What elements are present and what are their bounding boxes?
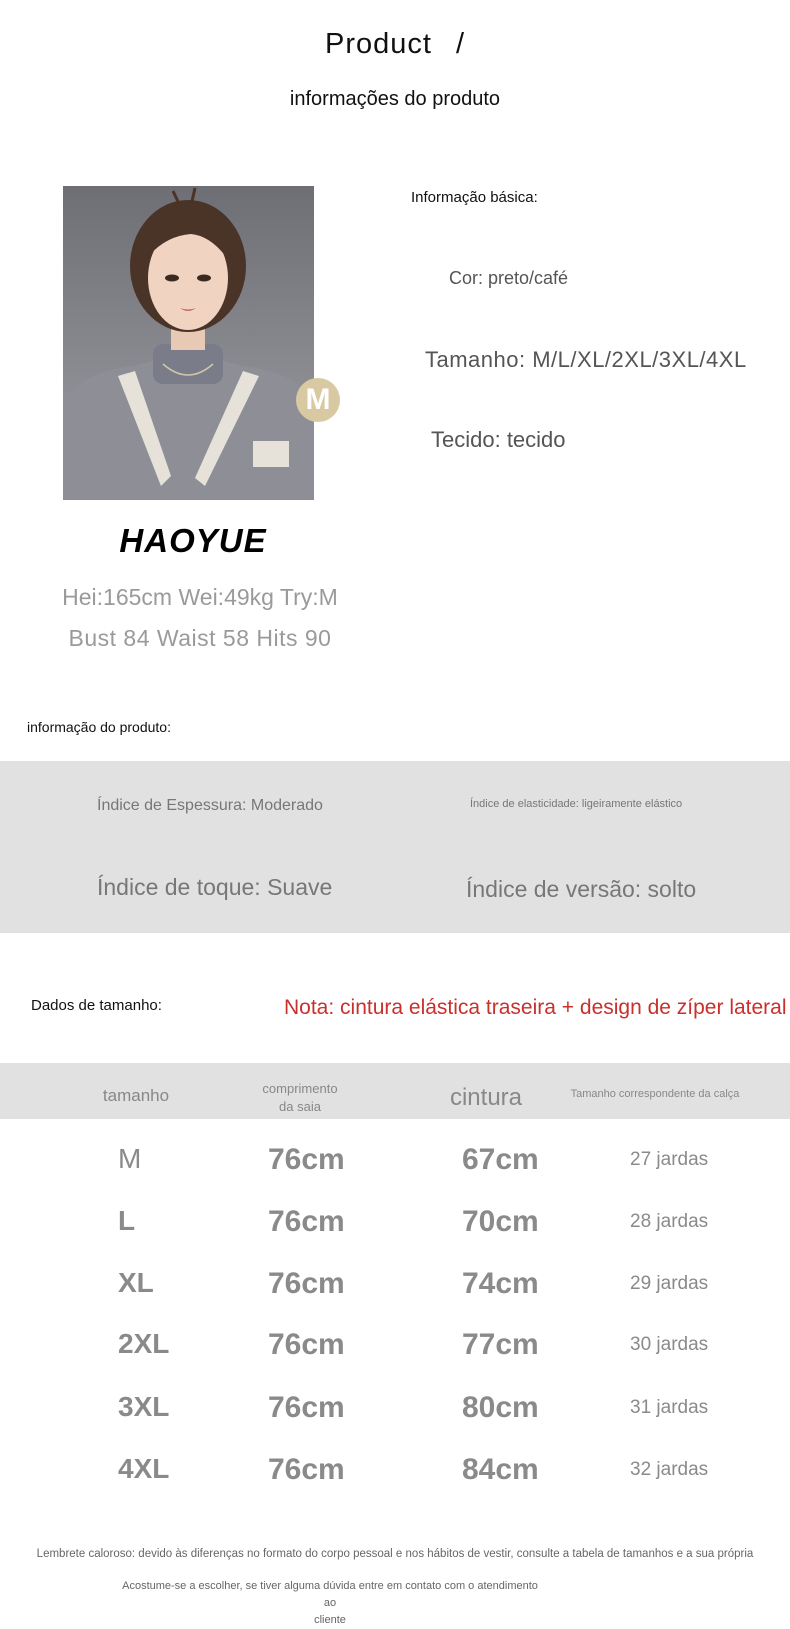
column-header-pants: Tamanho correspondente da calça — [570, 1088, 740, 1100]
size-badge: M — [296, 378, 340, 422]
footer-reminder: Lembrete caloroso: devido às diferenças no formato do corpo pessoal e nos hábitos de vestir, consulte a tabela de tamanhos e a sua própria — [36, 1548, 754, 1560]
length-cell: 76cm — [268, 1391, 345, 1424]
table-row — [0, 1391, 790, 1453]
basic-info-fabric: Tecido: tecido — [431, 427, 566, 452]
waist-cell: 84cm — [462, 1453, 539, 1486]
footer-contact-line2: cliente — [314, 1614, 346, 1626]
column-header-length — [250, 1080, 350, 1116]
table-row — [0, 1205, 790, 1267]
footer-contact — [120, 1578, 540, 1629]
pants-cell: 28 jardas — [630, 1211, 709, 1232]
product-info-heading: informação do produto: — [27, 719, 171, 735]
basic-info-color: Cor: preto/café — [449, 268, 569, 288]
basic-info-heading: Informação básica: — [411, 189, 538, 206]
footer-contact-line1: Acostume-se a escolher, se tiver alguma dúvida entre em contato com o atendimento ao — [122, 1580, 538, 1609]
pants-cell: 29 jardas — [630, 1273, 709, 1294]
waist-cell: 67cm — [462, 1143, 539, 1176]
title-text: Product — [324, 28, 432, 60]
pants-cell: 30 jardas — [630, 1334, 709, 1355]
size-cell: M — [118, 1143, 142, 1174]
length-cell: 76cm — [268, 1267, 345, 1300]
column-header-size: tamanho — [102, 1086, 170, 1105]
page-subtitle: informações do produto — [289, 88, 501, 110]
pants-cell: 31 jardas — [630, 1397, 709, 1418]
table-row — [0, 1143, 790, 1205]
length-cell: 76cm — [268, 1205, 345, 1238]
pants-cell: 27 jardas — [630, 1149, 709, 1170]
touch-index: Índice de toque: Suave — [97, 874, 333, 900]
version-index: Índice de versão: solto — [466, 876, 697, 902]
waist-cell: 74cm — [462, 1267, 539, 1300]
model-measurements-2: Bust 84 Waist 58 Hits 90 — [68, 625, 332, 651]
title-slash: / — [455, 28, 465, 60]
thickness-index: Índice de Espessura: Moderado — [97, 797, 323, 814]
length-cell: 76cm — [268, 1453, 345, 1486]
basic-info-sizes: Tamanho: M/L/XL/2XL/3XL/4XL — [425, 347, 747, 372]
product-info-panel — [0, 761, 790, 933]
waist-cell: 80cm — [462, 1391, 539, 1424]
column-header-waist: cintura — [449, 1084, 523, 1111]
model-measurements-1: Hei:165cm Wei:49kg Try:M — [62, 584, 338, 610]
model-illustration — [63, 186, 314, 500]
length-cell: 76cm — [268, 1143, 345, 1176]
column-header-length-1: comprimento — [262, 1081, 338, 1096]
column-header-length-2: da saia — [279, 1099, 321, 1114]
elasticity-index: Índice de elasticidade: ligeiramente elástico — [470, 798, 683, 810]
model-photo — [63, 186, 314, 500]
length-cell: 76cm — [268, 1328, 345, 1361]
brand-name: HAOYUE — [119, 522, 267, 559]
size-cell: XL — [118, 1267, 154, 1298]
size-cell: L — [118, 1205, 136, 1236]
size-cell: 3XL — [118, 1391, 170, 1422]
size-cell: 4XL — [118, 1453, 170, 1484]
size-cell: 2XL — [118, 1328, 170, 1359]
size-data-heading: Dados de tamanho: — [31, 997, 162, 1014]
page-title — [0, 28, 790, 61]
waist-cell: 70cm — [462, 1205, 539, 1238]
table-row — [0, 1328, 790, 1390]
table-row — [0, 1453, 790, 1515]
table-row — [0, 1267, 790, 1329]
pants-cell: 32 jardas — [630, 1459, 709, 1480]
waist-cell: 77cm — [462, 1328, 539, 1361]
size-note: Nota: cintura elástica traseira + design de zíper lateral — [284, 996, 787, 1019]
